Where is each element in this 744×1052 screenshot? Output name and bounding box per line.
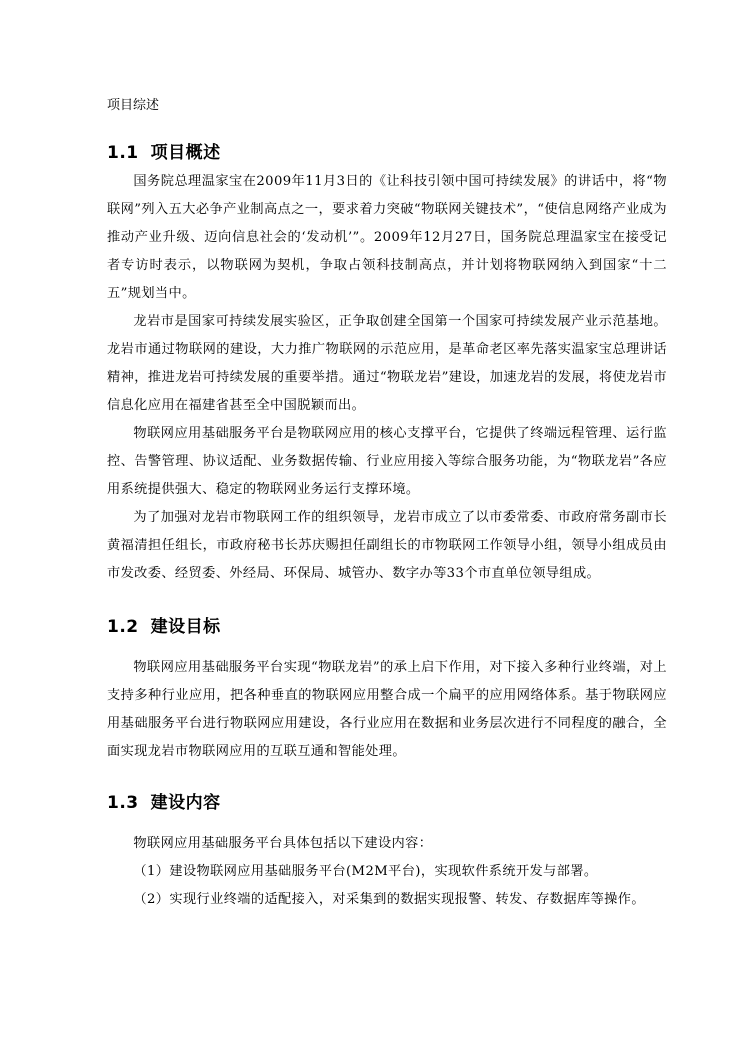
section-title: 建设目标: [150, 617, 221, 637]
section-number: 1.1: [107, 143, 139, 163]
list-item: （1）建设物联网应用基础服务平台(M2M平台)，实现软件系统开发与部署。: [133, 864, 598, 879]
paragraph: 物联网应用基础服务平台具体包括以下建设内容：: [133, 836, 433, 851]
paragraph: 物联网应用基础服务平台是物联网应用的核心支撑平台，它提供了终端远程管理、运行监控、告警管理、协议适配、业务数据传输、行业应用接入等综合服务功能，为“物联龙岩”各应用系统提供强大、稳定的物联网业务运行支撑环境。: [107, 426, 667, 497]
section-number: 1.2: [107, 617, 139, 637]
section-title: 项目概述: [150, 143, 221, 163]
paragraph: 国务院总理温家宝在2009年11月3日的《让科技引领中国可持续发展》的讲话中，将“物联网”列入五大必争产业制高点之一，要求着力突破“物联网关键技术”，“使信息网络产业成为推动产业升级、迈向信息社会的‘发动机’”。2009年12月27日，国务院总理温家宝在接受记者专访时表示，以物联网为契机，争取占领科技制高点，并计划将物联网纳入到国家“十二五”规划当中。: [107, 174, 667, 301]
paragraph: 为了加强对龙岩市物联网工作的组织领导，龙岩市成立了以市委常委、市政府常务副市长黄福清担任组长，市政府秘书长苏庆赐担任副组长的市物联网工作领导小组，领导小组成员由市发改委、经贸委、外经局、环保局、城管办、数字办等33个市直单位领导组成。: [107, 510, 667, 581]
list-item: （2）实现行业终端的适配接入，对采集到的数据实现报警、转发、存数据库等操作。: [133, 892, 645, 907]
page-header: 项目综述: [107, 98, 160, 113]
section-number: 1.3: [107, 793, 139, 813]
section-title: 建设内容: [150, 793, 221, 813]
paragraph: 物联网应用基础服务平台实现“物联龙岩”的承上启下作用，对下接入多种行业终端，对上支持多种行业应用，把各种垂直的物联网应用整合成一个扁平的应用网络体系。基于物联网应用基础服务平台进行物联网应用建设，各行业应用在数据和业务层次进行不同程度的融合，全面实现龙岩市物联网应用的互联互通和智能处理。: [107, 660, 667, 759]
paragraph: 龙岩市是国家可持续发展实验区，正争取创建全国第一个国家可持续发展产业示范基地。龙岩市通过物联网的建设，大力推广物联网的示范应用，是革命老区率先落实温家宝总理讲话精神，推进龙岩可持续发展的重要举措。通过“物联龙岩”建设，加速龙岩的发展，将使龙岩市信息化应用在福建省甚至全中国脱颖而出。: [107, 314, 667, 413]
section-heading: [107, 614, 667, 640]
section-heading: [107, 140, 667, 166]
section-heading: [107, 790, 667, 816]
document-body: [107, 140, 667, 914]
